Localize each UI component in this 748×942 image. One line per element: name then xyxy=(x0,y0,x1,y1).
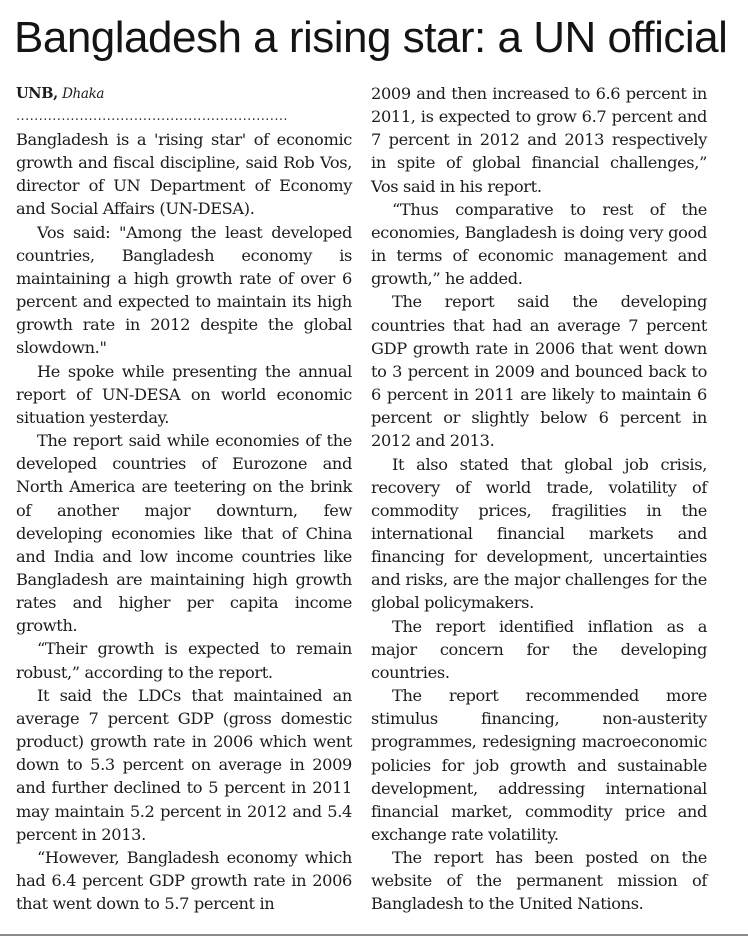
paragraph: 2009 and then increased to 6.6 percent in 2011, is expected to grow 6.7 percent and 7 percent in 2012 and 2013 respectively in spite of global financial challenges,” Vos said in his report. xyxy=(371,84,707,196)
paragraph: “However, Bangladesh economy which had 6.4 percent GDP growth rate in 2006 that went down to 5.7 percent in xyxy=(16,847,352,914)
paragraph: The report has been posted on the website of the permanent mission of Bangladesh to the United Nations. xyxy=(371,848,707,914)
paragraph: The report said the developing countries that had an average 7 percent GDP growth rate in 2006 that went down to 3 percent in 2009 and bounced back to 6 percent in 2011 are likely to maintain 6 percent or slightly below 6 percent in 2012 and 2013. xyxy=(371,292,707,451)
bottom-rule xyxy=(0,934,748,936)
paragraph: He spoke while presenting the annual report of UN-DESA on world economic situation yesterday. xyxy=(16,361,352,427)
right-column xyxy=(371,82,707,916)
paragraph: The report recommended more stimulus financing, non-austerity programmes, redesigning macroeconomic policies for job growth and sustainable development, addressing international financial market, commodity price and exchange rate volatility. xyxy=(371,686,707,844)
paragraph: It said the LDCs that maintained an average 7 percent GDP (gross domestic product) growth rate in 2006 which went down to 5.3 percent on average in 2009 and further declined to 5 percent in 2011 may maintain 5.2 percent in 2012 and 5.4 percent in 2013. xyxy=(16,685,352,844)
paragraph: “Thus comparative to rest of the economies, Bangladesh is doing very good in terms of economic management and growth,” he added. xyxy=(371,199,707,289)
paragraph: The report said while economies of the developed countries of Eurozone and North America are teetering on the brink of another major downturn, few developing economies like that of China and India and low income countries like Bangladesh are maintaining high growth rates and higher per capita income growth. xyxy=(16,431,352,636)
byline-agency: UNB, xyxy=(16,85,58,102)
byline xyxy=(16,82,352,105)
paragraph: The report identified inflation as a major concern for the developing countries. xyxy=(371,616,707,682)
paragraph: Vos said: "Among the least developed countries, Bangladesh economy is maintaining a high growth rate of over 6 percent and expected to maintain its high growth rate in 2012 despite the global slowdown." xyxy=(16,222,352,358)
dotted-separator: ............................................................ xyxy=(16,109,288,124)
byline-place: Dhaka xyxy=(62,86,105,102)
left-column xyxy=(16,82,352,915)
paragraph: Bangladesh is a 'rising star' of economic growth and fiscal discipline, said Rob Vos, director of UN Department of Economy and Social Affairs (UN-DESA). xyxy=(16,130,352,219)
headline: Bangladesh a rising star: a UN official xyxy=(14,13,728,62)
paragraph: “Their growth is expected to remain robust,” according to the report. xyxy=(16,639,352,682)
paragraph: It also stated that global job crisis, recovery of world trade, volatility of commodity prices, fragilities in the international financial markets and financing for development, uncertainties and risks, are the major challenges for the global policymakers. xyxy=(371,454,707,613)
